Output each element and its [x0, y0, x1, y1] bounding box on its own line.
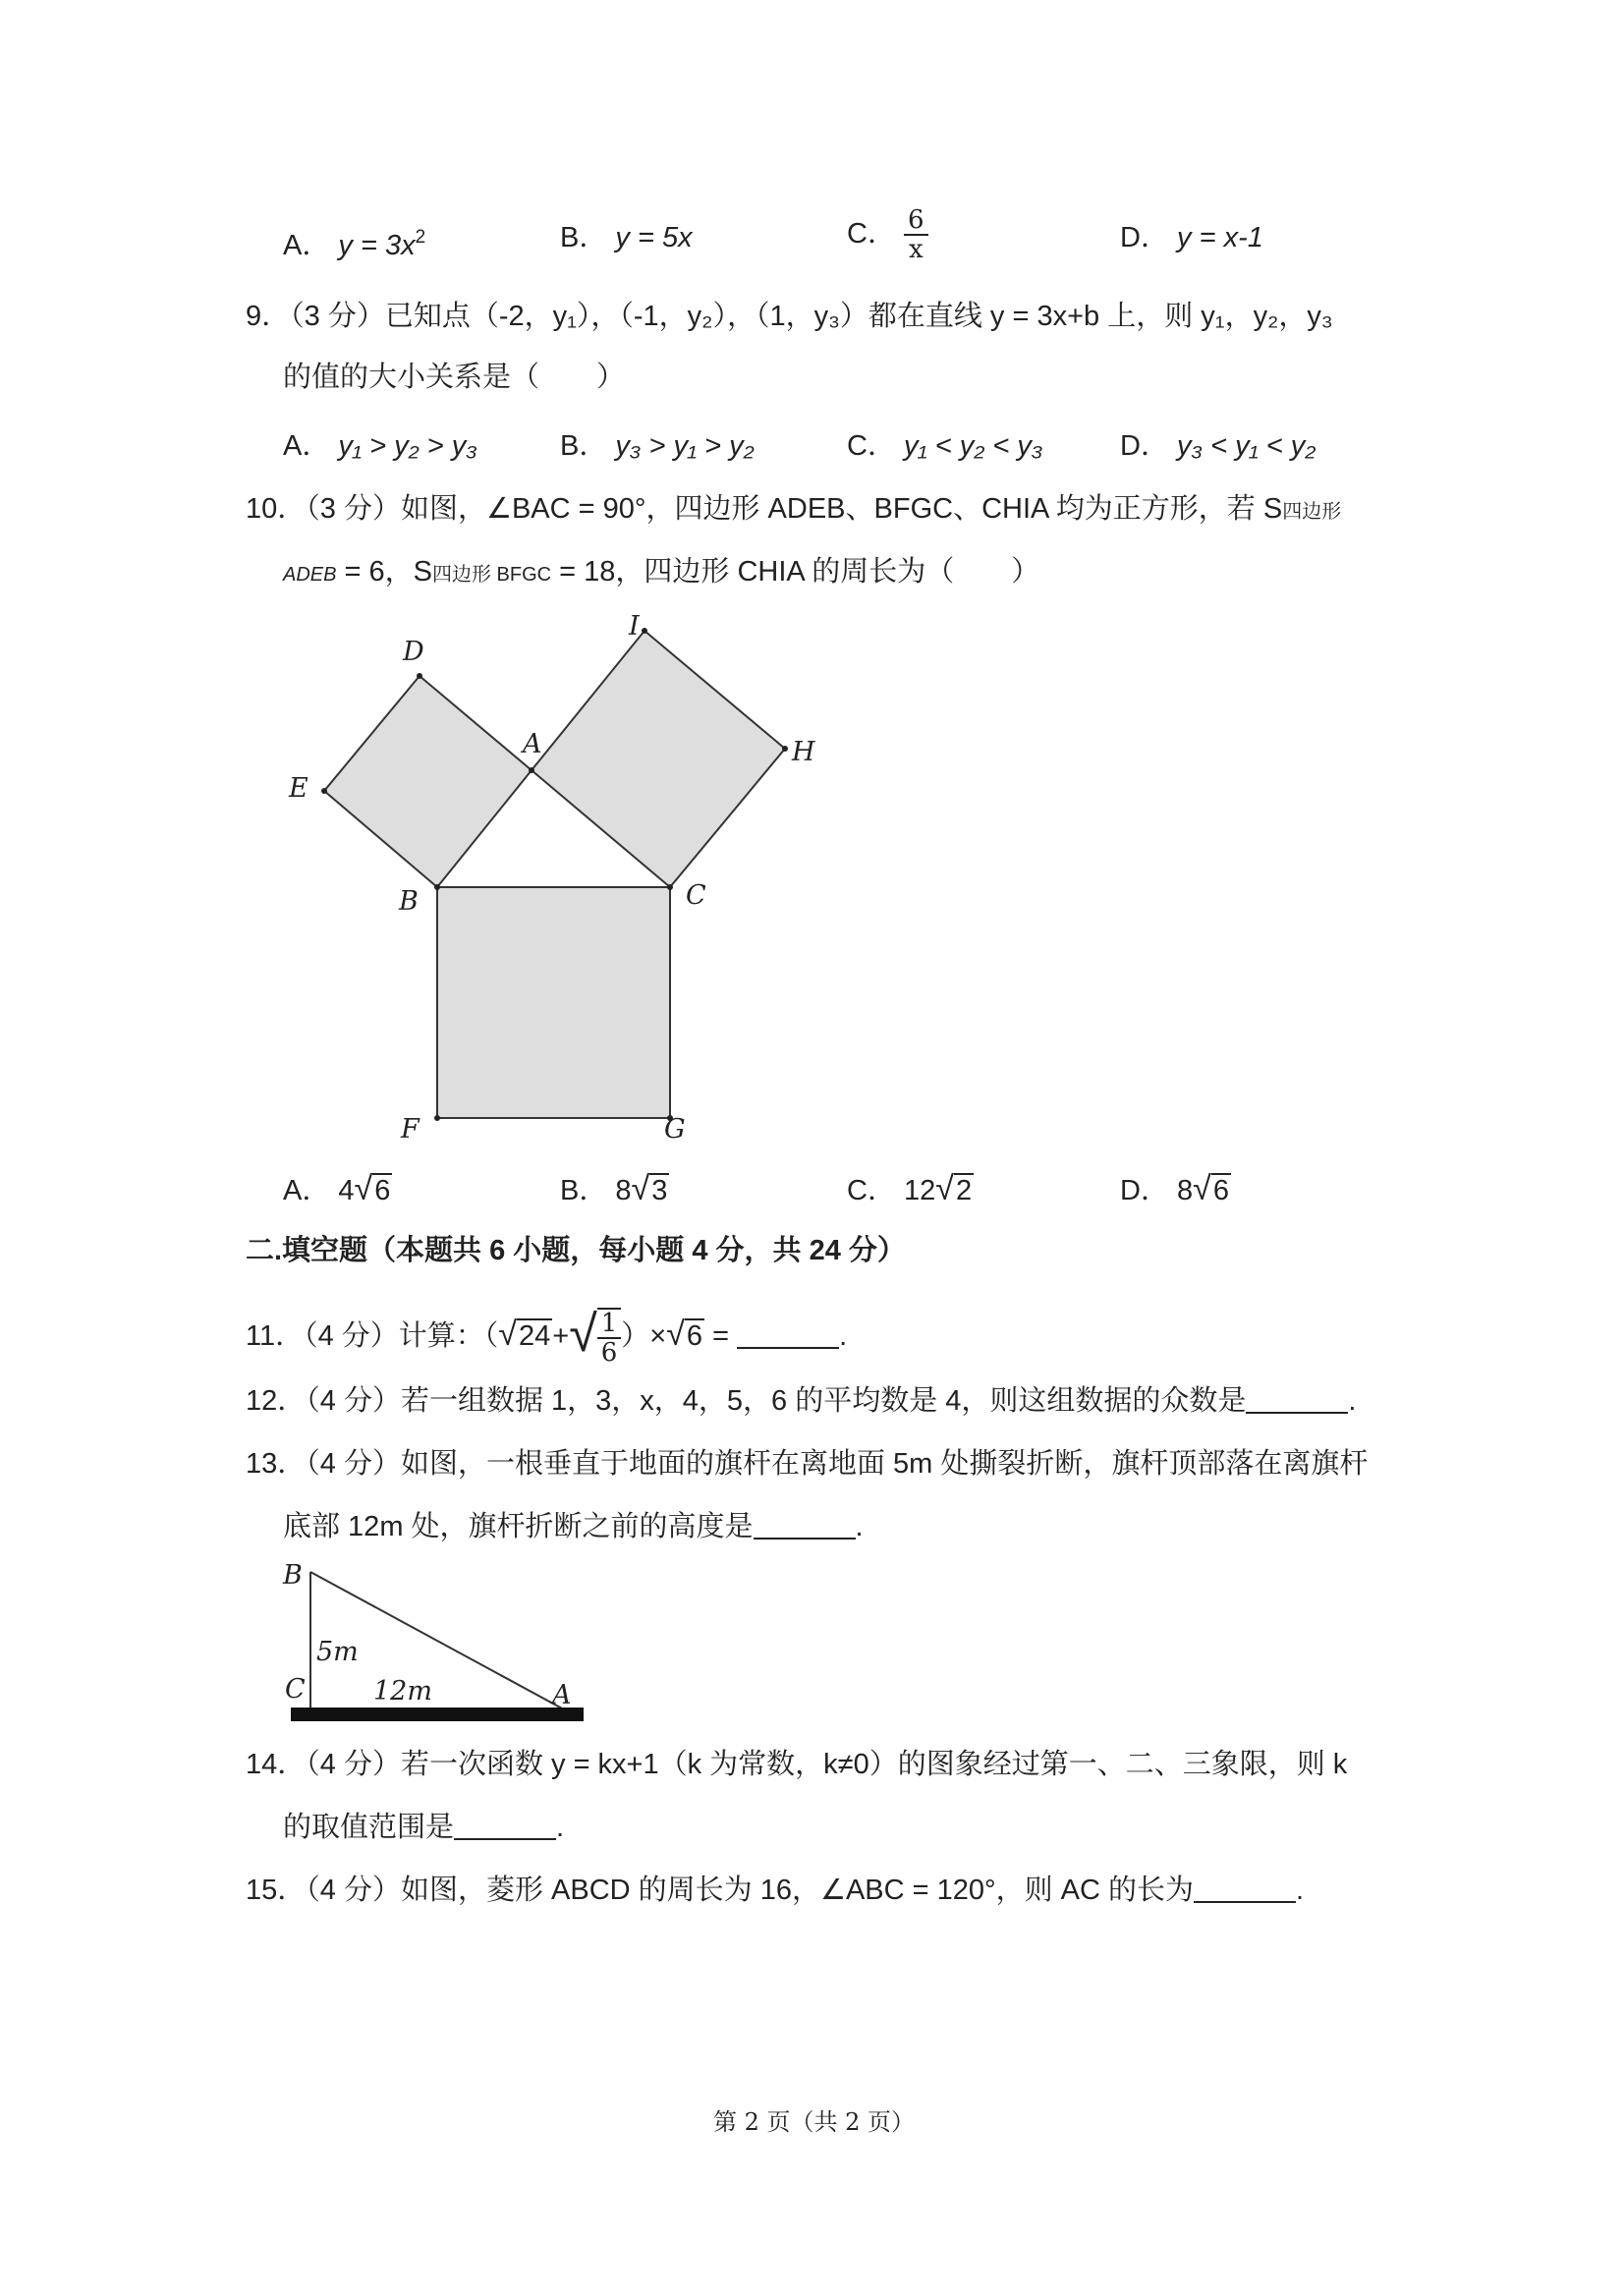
q10-option-b: B． 8√3	[560, 1170, 668, 1207]
label-c: C	[285, 1674, 306, 1705]
q9-option-b: B． y₃ > y₁ > y₂	[560, 430, 755, 462]
q9-option-c: C． y₁ < y₂ < y₃	[847, 430, 1043, 462]
q8-option-a: A． $y = 3x^2$	[283, 227, 426, 261]
label-a: A	[552, 1680, 572, 1710]
q10-option-a: A． 4√6	[283, 1170, 391, 1207]
q13-line2: 底部 12m 处，旗杆折断之前的高度是 .	[283, 1511, 864, 1542]
q11-fraction: $\frac{1}{6}$	[597, 1308, 622, 1367]
label-f: F	[401, 1114, 420, 1145]
label-c: C	[686, 880, 706, 911]
label-g: G	[664, 1114, 686, 1145]
label-h: H	[792, 737, 815, 767]
q10-option-d: D． 8√6	[1120, 1170, 1229, 1207]
q10-line2: ADEB = 6，S四边形 BFGC = 18，四边形 CHIA 的周长为（ ）	[283, 556, 1040, 588]
q14-line1: 14．（4 分）若一次函数 y = kx+1（k 为常数，k≠0）的图象经过第一、二、三象限，则 k	[246, 1749, 1348, 1780]
q9-option-a: A． y₁ > y₂ > y₃	[283, 430, 477, 462]
q14-answer-blank[interactable]	[454, 1813, 556, 1840]
q8-option-c: C． $\frac{6}{x}$	[847, 204, 928, 263]
q8-option-d: D． y = x-1	[1120, 222, 1263, 253]
q12-line: 12．（4 分）若一组数据 1，3，x，4，5，6 的平均数是 4，则这组数据的众数是 .	[246, 1385, 1357, 1417]
label-e: E	[289, 773, 308, 804]
q15-line: 15．（4 分）如图，菱形 ABCD 的周长为 16，∠ABC = 120°，则 AC 的长为 .	[246, 1875, 1305, 1906]
q10-option-c: C． 12√2	[847, 1170, 973, 1207]
ground	[291, 1708, 584, 1721]
label-a: A	[523, 729, 542, 759]
q15-answer-blank[interactable]	[1194, 1876, 1296, 1903]
section-2-title: 二.填空题（本题共 6 小题，每小题 4 分，共 24 分）	[246, 1235, 906, 1266]
q13-line1: 13．（4 分）如图，一根垂直于地面的旗杆在离地面 5m 处撕裂折断，旗杆顶部落在离旗杆	[246, 1448, 1369, 1480]
q10-line1: 10．（3 分）如图，∠BAC = 90°，四边形 ADEB、BFGC、CHIA 均为正方形，若 S四边形	[246, 493, 1342, 525]
q11-line: 11．（4 分）计算：（√24+√ $\frac{1}{6}$ ）×√6 = .	[246, 1306, 848, 1369]
q9-line1: 9．（3 分）已知点（-2，y₁），（-1，y₂），（1，y₃）都在直线 y = 3x+b 上，则 y₁，y₂，y₃	[246, 301, 1333, 332]
label-d: D	[403, 637, 424, 667]
q8-option-c-fraction: $\frac{6}{x}$	[904, 206, 928, 263]
q9-line2: 的值的大小关系是（ ）	[283, 362, 626, 393]
side-bc-length: 5m	[316, 1637, 359, 1667]
label-i: I	[629, 611, 640, 642]
q14-line2: 的取值范围是 .	[283, 1812, 565, 1843]
label-b: B	[283, 1560, 303, 1591]
page-footer: 第 2 页（共 2 页）	[713, 2108, 916, 2136]
label-b: B	[399, 886, 419, 917]
side-ca-length: 12m	[373, 1676, 432, 1707]
q8-option-b: B． y = 5x	[560, 222, 693, 253]
q9-option-d: D． y₃ < y₁ < y₂	[1120, 430, 1316, 462]
